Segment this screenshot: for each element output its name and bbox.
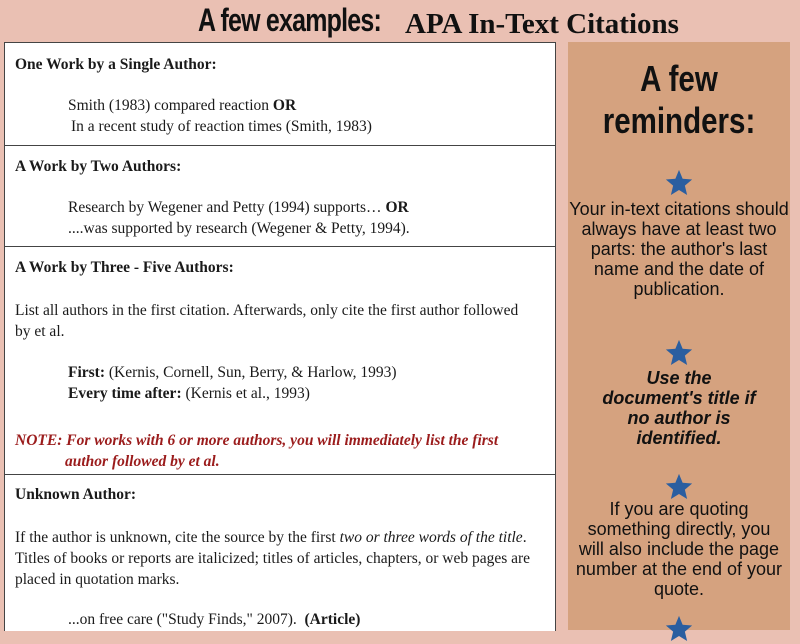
after-label: Every time after: — [68, 385, 182, 402]
star-icon — [664, 472, 694, 502]
text-before: If the author is unknown, cite the source by the first — [15, 529, 340, 546]
star-icon — [664, 338, 694, 368]
example-line: ....was supported by research (Wegener & Petty, 1994). — [68, 220, 410, 237]
example-type: (Article) — [304, 611, 361, 628]
or-label: OR — [272, 97, 297, 114]
reminder-text: Use the document's title if no author is identified. — [602, 368, 756, 448]
text-after: . Titles of books or reports are italicized; titles of articles, chapters, or web pages are placed in quotation marks. — [15, 529, 531, 588]
italic-text: two or three words of the title — [339, 529, 523, 546]
example-text: ...on free care ("Study Finds," 2007). — [68, 611, 297, 628]
first-citation-line — [68, 364, 397, 382]
instruction-text: List all authors in the first citation. Afterwards, only cite the first author followed by et al. — [15, 302, 519, 340]
section-heading: A Work by Two Authors: — [15, 158, 182, 175]
example-line — [68, 611, 360, 629]
header-title: APA In-Text Citations — [405, 8, 679, 40]
after-citation-line — [68, 385, 310, 403]
reminders-sidebar — [568, 42, 790, 630]
header-lead: A few examples: — [198, 2, 381, 38]
section-heading: Unknown Author: — [15, 486, 137, 503]
note-text — [15, 430, 535, 472]
citation-document — [4, 42, 556, 631]
or-label: OR — [385, 199, 409, 216]
section-heading: One Work by a Single Author: — [15, 56, 217, 73]
example-line — [68, 199, 409, 217]
unknown-author-text — [15, 527, 535, 590]
example-line — [68, 97, 296, 115]
first-label: First: — [68, 364, 106, 381]
reminder-text: If you are quoting something directly, you will also include the page number at the end of your quote. — [575, 499, 783, 599]
section-unknown-author — [5, 475, 555, 631]
section-single-author — [5, 43, 555, 146]
section-three-five-authors — [5, 247, 555, 475]
example-line: In a recent study of reaction times (Smith, 1983) — [71, 118, 372, 135]
sidebar-title-line: reminders: — [602, 100, 756, 141]
sidebar-title-line: A few — [640, 58, 718, 99]
header — [0, 0, 800, 42]
after-value: (Kernis et al., 1993) — [185, 385, 310, 402]
reminder-text: Your in-text citations should always have at least two parts: the author's last name and the date of publication. — [569, 199, 789, 299]
note-content: NOTE: For works with 6 or more authors, you will immediately list the first author followed by et al. — [15, 432, 499, 470]
sidebar-title — [588, 58, 770, 142]
section-two-authors — [5, 146, 555, 247]
first-value: (Kernis, Cornell, Sun, Berry, & Harlow, 1993) — [108, 364, 397, 381]
section-heading: A Work by Three - Five Authors: — [15, 259, 234, 276]
star-icon — [664, 168, 694, 198]
example-text: Smith (1983) compared reaction — [68, 97, 270, 114]
example-text: Research by Wegener and Petty (1994) supports… — [68, 199, 382, 216]
star-icon — [664, 614, 694, 644]
